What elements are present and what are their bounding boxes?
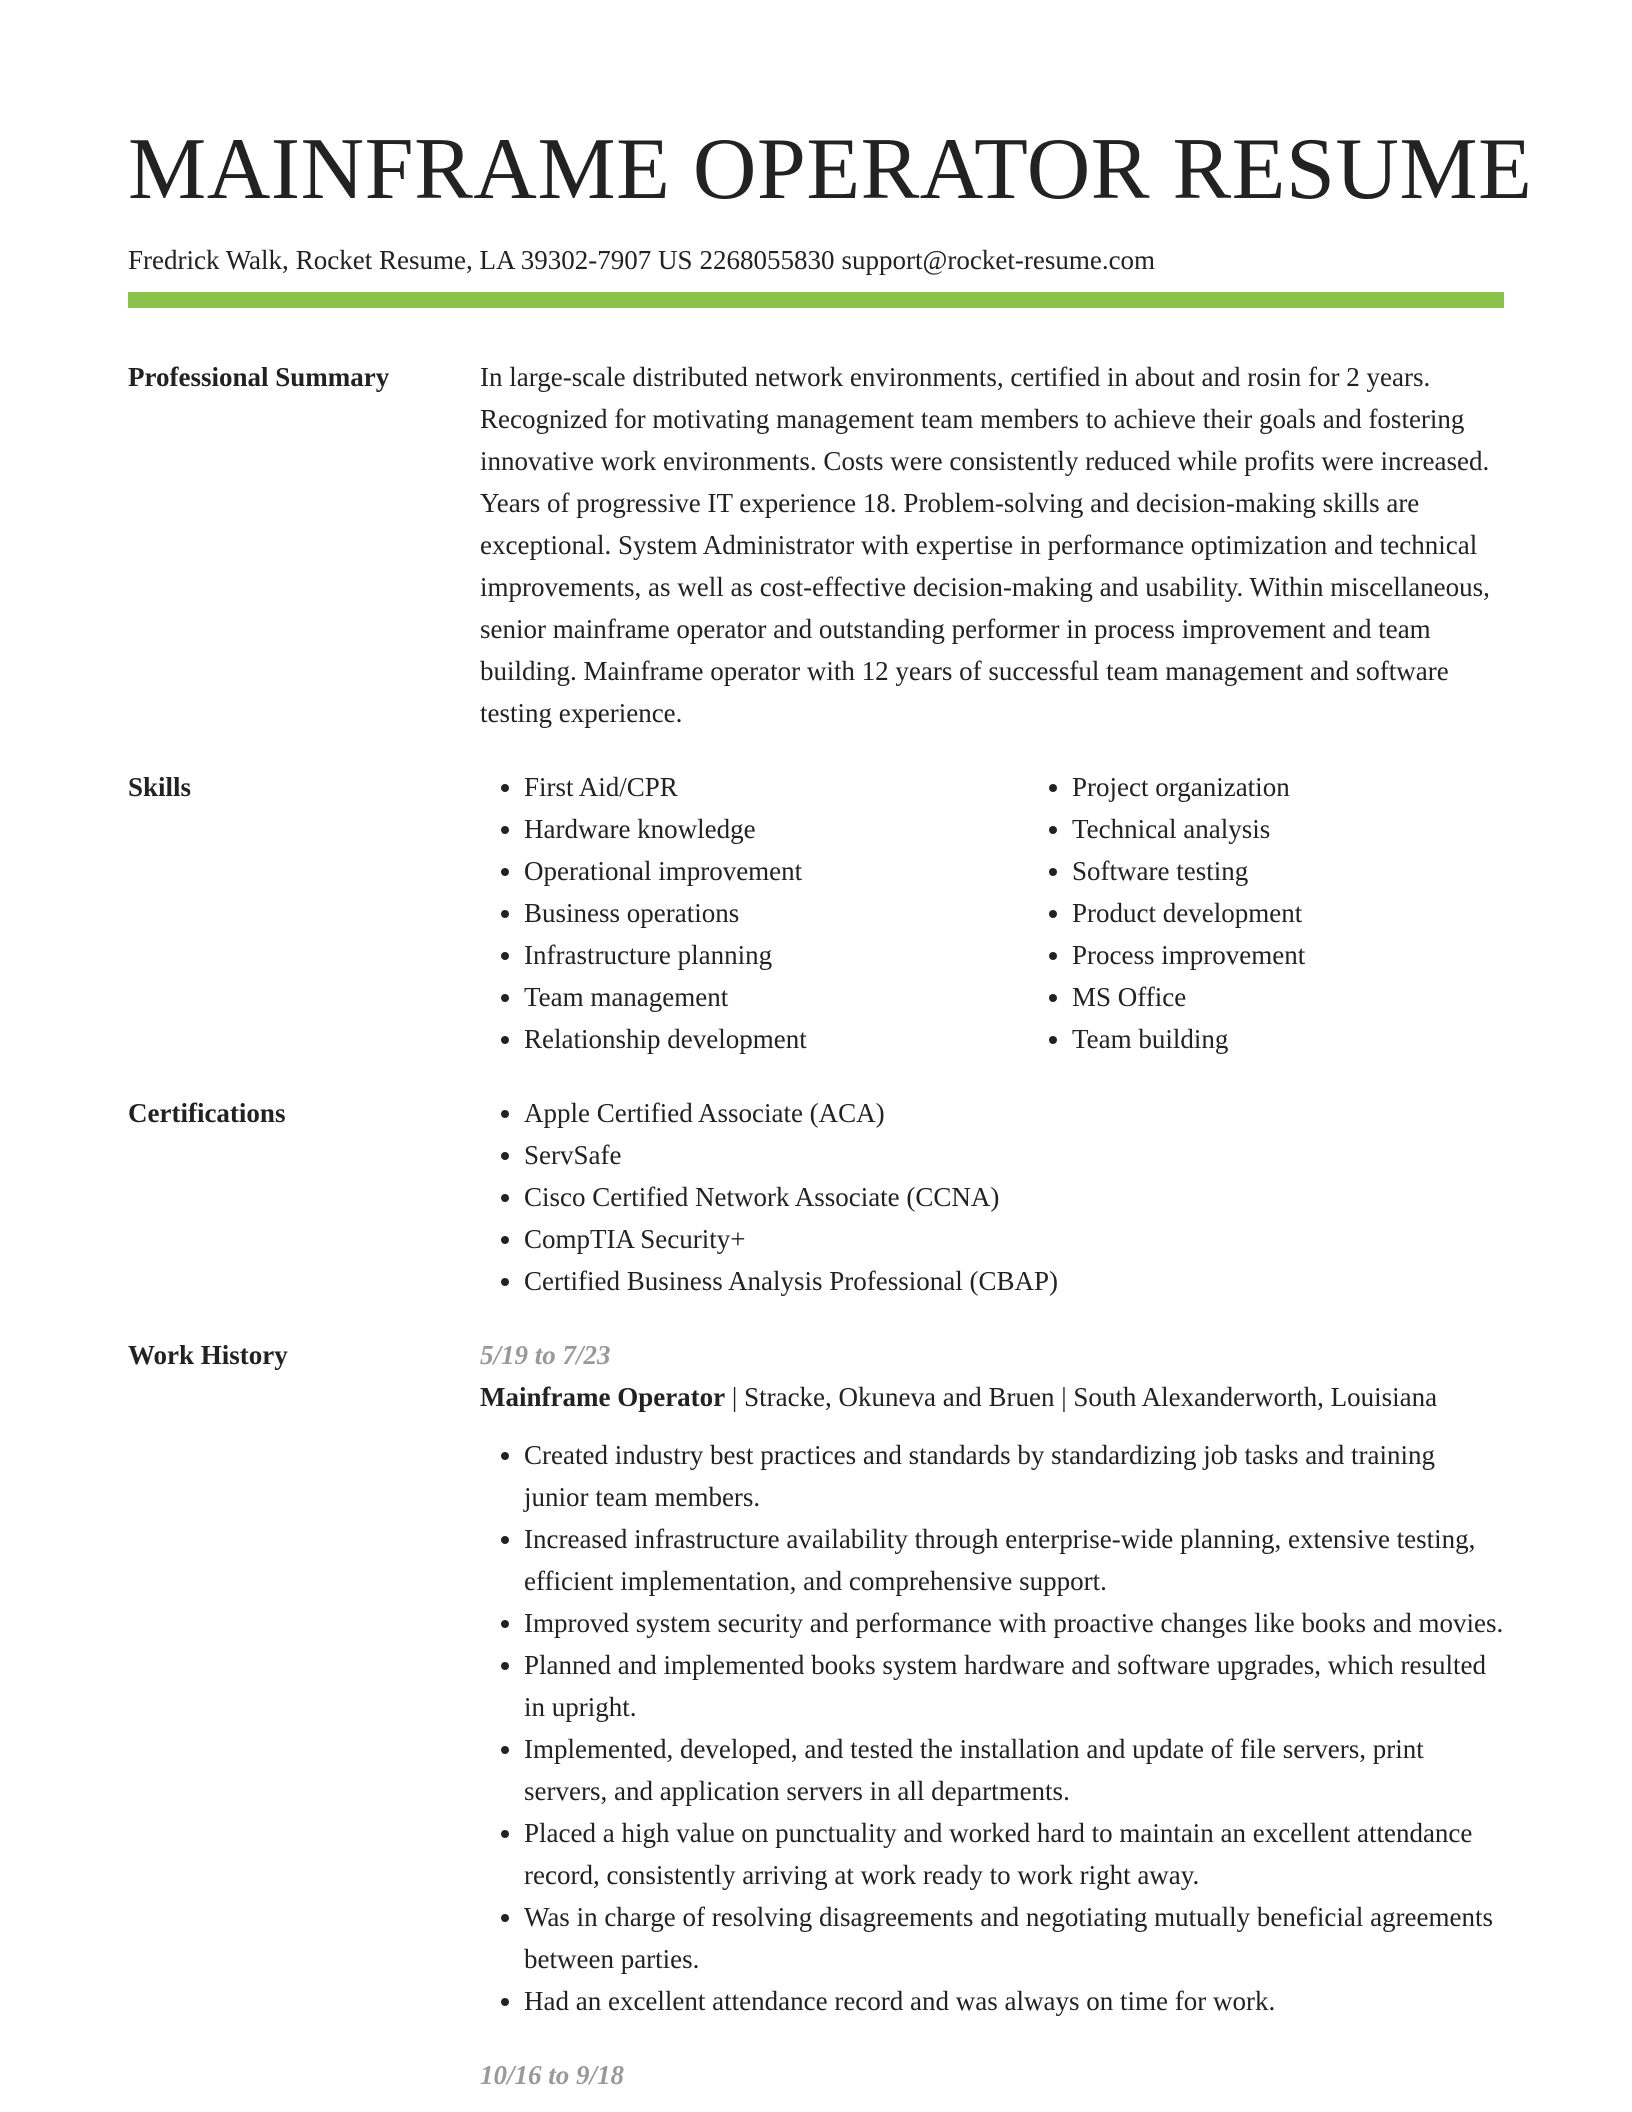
skill-item: • Hardware knowledge [524, 808, 1028, 850]
skills-list-right [1028, 766, 1504, 1060]
skill-item: • Team building [1072, 1018, 1504, 1060]
contact-line [128, 242, 1504, 278]
certifications-section [128, 1092, 1504, 1302]
certification-item: • Cisco Certified Network Associate (CCNA) [524, 1176, 1504, 1218]
skills-list-left [480, 766, 1028, 1060]
job-bullet: • Implemented, developed, and tested the installation and update of file servers, print servers, and application servers in all departments. [524, 1728, 1504, 1812]
skill-item: • Project organization [1072, 766, 1504, 808]
job-bullet: • Created industry best practices and standards by standardizing job tasks and training junior team members. [524, 1434, 1504, 1518]
section-label-work-history: Work History [128, 1340, 288, 1370]
certification-item: • ServSafe [524, 1134, 1504, 1176]
header-divider [128, 292, 1504, 308]
skill-item: • First Aid/CPR [524, 766, 1028, 808]
job-bullet: • Was in charge of resolving disagreements and negotiating mutually beneficial agreements between parties. [524, 1896, 1504, 1980]
job-bullet: • Placed a high value on punctuality and worked hard to maintain an excellent attendance record, consistently arriving at work ready to work right away. [524, 1812, 1504, 1896]
work-history-section [128, 1334, 1504, 2096]
job-employer-location: | Stracke, Okuneva and Bruen | South Alexanderworth, Louisiana [725, 1382, 1438, 1412]
certifications-list [480, 1092, 1504, 1302]
job-bullet: • Planned and implemented books system hardware and software upgrades, which resulted in upright. [524, 1644, 1504, 1728]
skill-item: • Relationship development [524, 1018, 1028, 1060]
skill-item: • Business operations [524, 892, 1028, 934]
resume-title: MAINFRAME OPERATOR RESUME [128, 121, 1533, 218]
skills-section [128, 766, 1504, 1060]
skill-item: • Team management [524, 976, 1028, 1018]
skill-item: • Technical analysis [1072, 808, 1504, 850]
skill-item: • Infrastructure planning [524, 934, 1028, 976]
contact-location: Rocket Resume, LA 39302-7907 US [295, 245, 693, 275]
skill-item: • Product development [1072, 892, 1504, 934]
job-title: Mainframe Operator [480, 1382, 726, 1412]
contact-name: Fredrick Walk, [128, 245, 289, 275]
job-dates: 5/19 to 7/23 [480, 1340, 611, 1370]
contact-phone: 2268055830 [699, 245, 835, 275]
skill-item: • Operational improvement [524, 850, 1028, 892]
job-bullet: • Had an excellent attendance record and was always on time for work. [524, 1980, 1504, 2022]
job-heading [480, 1376, 1504, 1418]
job-bullet: • Improved system security and performance with proactive changes like books and movies. [524, 1602, 1504, 1644]
summary-text: In large-scale distributed network environments, certified in about and rosin for 2 years. Recognized for motivating management team members to achieve their goals and fostering innovative work environments. Costs were consistently reduced while profits were increased. Years of progressive IT experience 18. Problem-solving and decision-making skills are exceptional. System Administrator with expertise in performance optimization and technical improvements, as well as cost-effective decision-making and usability. Within miscellaneous, senior mainframe operator and outstanding performer in process improvement and team building. Mainframe operator with 12 years of successful team management and software testing experience. [480, 362, 1490, 728]
contact-email: support@rocket-resume.com [841, 245, 1156, 275]
resume-page [128, 120, 1533, 2096]
job-entry [480, 2054, 1504, 2096]
section-label-certifications: Certifications [128, 1098, 286, 1128]
certification-item: • Certified Business Analysis Professional (CBAP) [524, 1260, 1504, 1302]
skills-grid [480, 766, 1504, 1060]
job-entry [480, 1334, 1504, 2022]
certification-item: • Apple Certified Associate (ACA) [524, 1092, 1504, 1134]
section-label-summary: Professional Summary [128, 362, 390, 392]
job-dates: 10/16 to 9/18 [480, 2060, 625, 2090]
job-bullets [480, 1434, 1504, 2022]
section-label-skills: Skills [128, 772, 192, 802]
job-bullet: • Increased infrastructure availability through enterprise-wide planning, extensive testing, efficient implementation, and comprehensive support. [524, 1518, 1504, 1602]
skill-item: • Software testing [1072, 850, 1504, 892]
summary-body [480, 356, 1504, 734]
certifications-body [480, 1092, 1504, 1302]
certification-item: • CompTIA Security+ [524, 1218, 1504, 1260]
skill-item: • Process improvement [1072, 934, 1504, 976]
summary-section [128, 356, 1504, 734]
work-history-body [480, 1334, 1504, 2096]
skill-item: • MS Office [1072, 976, 1504, 1018]
